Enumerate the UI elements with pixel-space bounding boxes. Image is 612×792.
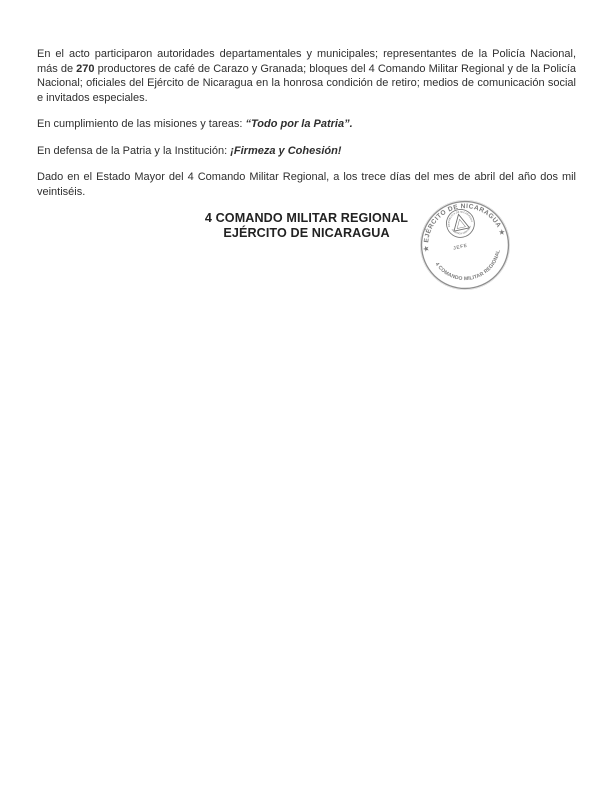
text-segment: ¡Firmeza y Cohesión!	[230, 144, 342, 157]
seal-bottom-arc-text: 4 COMANDO MILITAR REGIONAL	[433, 249, 502, 283]
text-segment: En cumplimiento de las misiones y tareas:	[37, 118, 246, 131]
text-segment: En el acto participaron autoridades departamentales y municipales; representantes de la Policía Nacional, más de	[37, 48, 576, 75]
seal-top-arc-text: ★ EJÉRCITO DE NICARAGUA ★	[422, 203, 506, 252]
paragraph-1	[37, 47, 576, 105]
paragraphs-container	[37, 47, 576, 199]
official-seal-stamp	[420, 200, 510, 290]
seal-emblem-top-arc-text: REPUBLICA DE NICARAGUA	[447, 210, 474, 228]
signature-army-name: EJÉRCITO DE NICARAGUA	[223, 226, 390, 241]
signature-unit-name: 4 COMANDO MILITAR REGIONAL	[204, 211, 409, 226]
text-segment: Dado en el Estado Mayor del 4 Comando Militar Regional, a los trece días del mes de abril del año dos mil veintiséis.	[37, 171, 576, 198]
text-segment: “Todo por la Patria”.	[245, 118, 353, 131]
seal-graphic	[420, 200, 510, 290]
text-segment: productores de café de Carazo y Granada; bloques del 4 Comando Militar Regional y de la Policía Nacional; oficiales del Ejército de Nicaragua en la honrosa condición de retiro; medios de comunicación social e invitados especiales.	[37, 62, 577, 104]
seal-jefe-label: JEFE	[452, 243, 469, 252]
text-segment: 270	[76, 62, 95, 75]
paragraph-2	[37, 117, 576, 132]
text-segment: En defensa de la Patria y la Institución:	[37, 144, 231, 157]
seal-emblem-bottom-arc-text: AMERICA CENTRAL	[450, 225, 473, 236]
paragraph-3	[37, 144, 576, 159]
paragraph-4	[37, 170, 576, 199]
